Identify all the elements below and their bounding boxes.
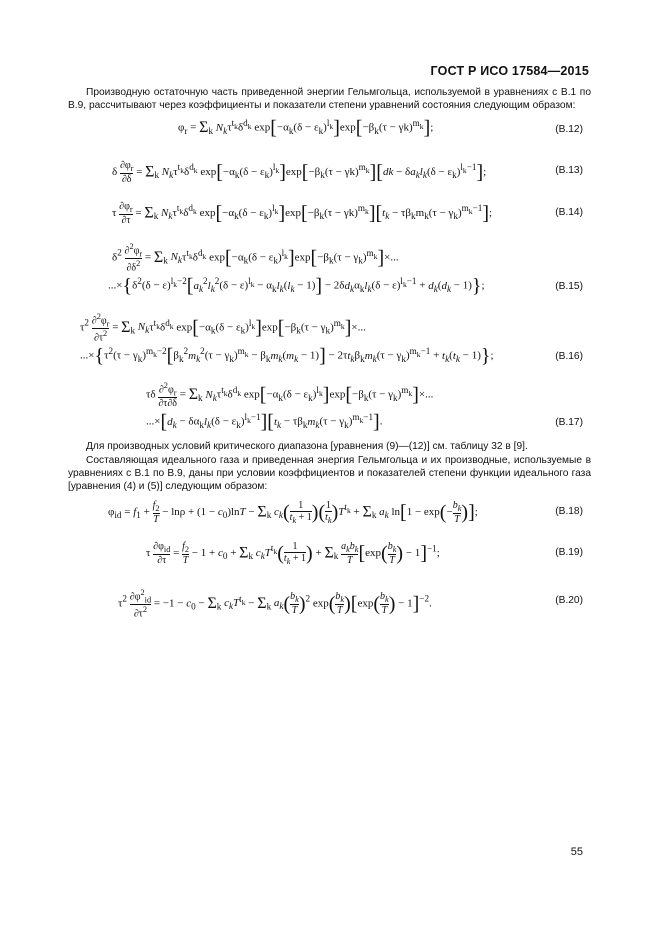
intro-paragraph: Производную остаточную часть приведенной энергии Гельмгольца, используемой в уравнениях с В.1 по В.9, рассчитывают через коэффициенты и показатели степени уравнений состояния следующим образом: xyxy=(68,87,591,112)
equation-number-b16: (В.16) xyxy=(555,351,583,362)
equation-b14: τ $\frac{\partial\varphi_r}{\partial\tau}$ = $\Sigma_k$ $N_k\tau^{t_k}\delta^{d_k}$ $\exp[-\alpha_k(\delta - \varepsilon_k)^{l_k}]\exp[-\beta_k(\tau - \gamma k)^{m_k}][t_k - \tau\beta_km_k(\tau - \gamma_k)^{m_k-1}]$; xyxy=(112,201,493,226)
equation-b18: $\varphi_{id} = f_1$ + $\frac{f_2}{T}$ − $\ln\rho + (1 - c_0)\ln T - \Sigma_k$ $c_k$( $\frac{1}{t_k + 1}$ )( $\frac{1}{t_k}$ )$T^{t_k} + \Sigma_k$ $a_k$ ln[1 − exp(− $\frac{b_k}{T}$ )]; xyxy=(108,500,478,525)
equation-b15-line1: $\delta^2$ $\frac{\partial^2\varphi_r}{\partial\delta^2}$ = $\Sigma_k$ $N_k\tau^{t_k}\delta^{d_k}$ $\exp[-\alpha_k(\delta - \varepsilon_k)^{l_k}]\exp[-\beta_k(\tau - \gamma_k)^{m_k}]\times$... xyxy=(112,242,399,274)
document-header: ГОСТ Р ИСО 17584—2015 xyxy=(430,64,589,78)
equation-b20: $\tau^2$ $\frac{\partial\varphi^2_{id}}{\partial\tau^2}$ = $-1 - c_0 - \Sigma_k$ $c_kT^{t_k} - \Sigma_k$ $a_k$( $\frac{b_k}{T}$ )$^2$ exp( $\frac{b_k}{T}$ )[exp( $\frac{b_k}{T}$ ) − 1]$^{-2}$. xyxy=(118,588,432,620)
equation-number-b12: (В.12) xyxy=(555,124,583,135)
critical-range-paragraph: Для производных условий критического диапазона [уравнения (9)—(12)] см. таблицу 32 в [9]. xyxy=(86,441,528,452)
equation-number-b20: (В.20) xyxy=(555,595,583,606)
equation-b17-line1: τδ $\frac{\partial^2\varphi_r}{\partial\tau\partial\delta}$ = $\Sigma_k$ $N_k\tau^{t_k}\delta^{d_k}$ $\exp[-\alpha_k(\delta - \varepsilon_k)^{l_k}]\exp[-\beta_k(\tau - \gamma_k)^{m_k}]\times$... xyxy=(146,381,434,410)
equation-b17-line2: $...\times[d_k - \delta\alpha_kl_k(\delta - \varepsilon_k)^{l_k-1}][t_k - \tau\beta_km_k(\tau - \gamma_k)^{m_k-1}]$. xyxy=(146,411,383,434)
ideal-gas-paragraph: Составляющая идеального газа и приведенная энергия Гельмгольца и их производные, используемые в уравнениях с В.1 по В.9, даны при условии коэффициентов и показателей степени функции идеального газа [уравнения (4) и (5)] следующим образом: xyxy=(68,455,591,493)
equation-b19: τ $\partial\varphi_{id}$ ∂τ = $\frac{f_2}{T}$ − $1 + c_0 + \Sigma_k$ $c_kT^{t_k}$( $\frac{1}{t_k + 1}$ ) + $\Sigma_k$ $a_kb_k$ T [exp( $\frac{b_k}{T}$ ) − 1]$^{-1}$; xyxy=(146,541,440,566)
equation-number-b15: (В.15) xyxy=(555,281,583,292)
equation-number-b19: (В.19) xyxy=(555,547,583,558)
equation-number-b13: (В.13) xyxy=(555,165,583,176)
equation-number-b18: (В.18) xyxy=(555,506,583,517)
equation-b16-line2: $...\times\{\tau^2(\tau - \gamma_k)^{m_k-2}[\beta_k^2m_k^2(\tau - \gamma_k)^{m_k} - \beta_km_k(m_k - 1)] - 2\tau t_k\beta_km_k(\tau - \gamma_k)^{m_k-1} + t_k(t_k - 1)\}$; xyxy=(80,345,494,368)
equation-b16-line1: $\tau^2$ $\frac{\partial^2\varphi_r}{\partial\tau^2}$ = $\Sigma_k$ $N_k\tau^{t_k}\delta^{d_k}$ $\exp[-\alpha_k(\delta - \varepsilon_k)^{l_k}]\exp[-\beta_k(\tau - \gamma_k)^{m_k}]\times$... xyxy=(80,312,366,344)
equation-b13: δ $\frac{\partial\varphi_r}{\partial\delta}$ = $\Sigma_k$ $N_k\tau^{t_k}\delta^{d_k}$ $\exp[-\alpha_k(\delta - \varepsilon_k)^{l_k}]\exp[-\beta_k(\tau - \gamma k)^{m_k}][dk - \delta a_kl_k(\delta - \varepsilon_k)^{l_k-1}]$; xyxy=(112,160,487,185)
page-number: 55 xyxy=(570,846,583,858)
equation-b12: $\varphi_r = \Sigma_k$ $N_k\tau^{t_k}\delta^{d_k}$ $\exp[-\alpha_k(\delta - \varepsilon_k)^{l_k}]\exp[-\beta_k(\tau - \gamma k)^{m_k}]$; xyxy=(178,117,434,140)
equation-b15-line2: $...\times\{\delta^2(\delta - \varepsilon)^{l_k-2}[a_k^2l_k^2(\delta - \varepsilon)^{l_k} - \alpha_kl_k(l_k - 1)] - 2\delta d_k\alpha_kl_k(\delta - \varepsilon)^{l_k-1} + d_k(d_k - 1)\}$; xyxy=(108,275,485,298)
equation-number-b14: (В.14) xyxy=(555,207,583,218)
equation-number-b17: (В.17) xyxy=(555,417,583,428)
